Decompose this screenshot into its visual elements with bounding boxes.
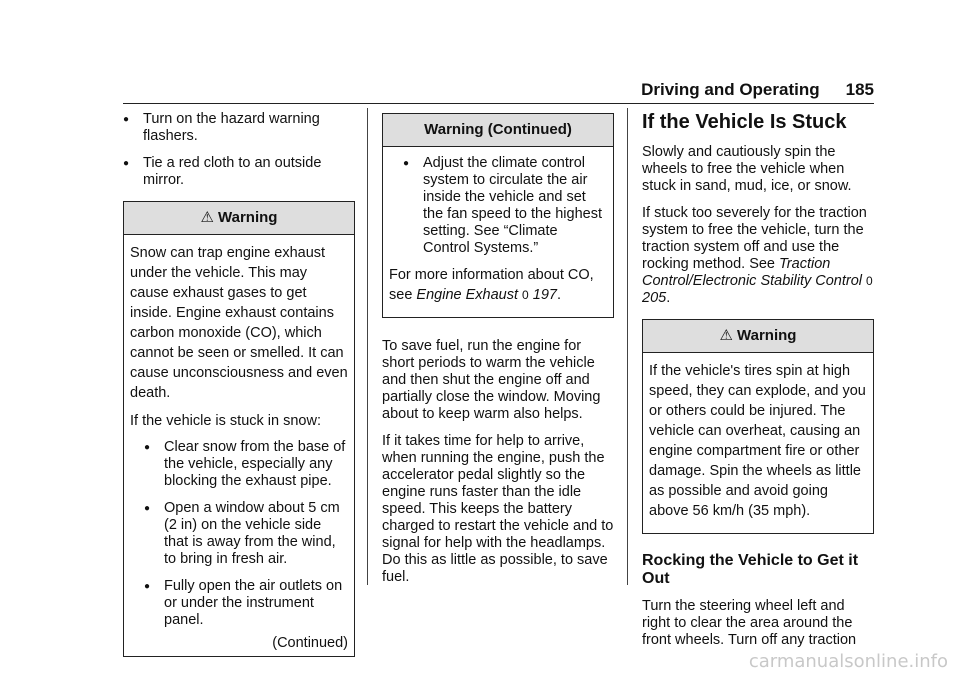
- subsection-heading: Rocking the Vehicle to Get it Out: [642, 552, 859, 587]
- warning-text: If the vehicle's tires spin at high speed, they can explode, and you or others could be injured. The vehicle can overheat, causing an engine compartment fire or other damage. Spin the wheels as little as possible and avoid going above 56 km/h (35 mph).: [649, 363, 866, 519]
- page-ref: 205: [642, 290, 667, 306]
- running-header: [641, 80, 874, 100]
- continued-label: (Continued): [272, 635, 348, 651]
- paragraph: Turn the steering wheel left and right to clear the area around the front wheels. Turn off any traction: [642, 598, 857, 648]
- header-rule: [123, 103, 874, 104]
- traction-control-link[interactable]: Traction Control/Electronic Stability Control: [642, 256, 863, 289]
- warning-heading: Warning (Continued): [383, 114, 613, 147]
- column-divider-1: [367, 108, 368, 585]
- warning-box-snow: [123, 201, 355, 657]
- warning-text: For more information about CO, see Engine Exhaust 0 197.: [389, 267, 594, 303]
- section-title: Driving and Operating: [641, 80, 820, 99]
- paragraph: If it takes time for help to arrive, when running the engine, push the accelerator pedal slightly so the engine runs faster than the idle speed. This keeps the battery charged to restart the vehicle and to signal for help with the headlamps. Do this as little as possible, to save fuel.: [382, 433, 614, 585]
- watermark: carmanualsonline.info: [748, 651, 948, 672]
- column-divider-2: [627, 108, 628, 585]
- warning-box-tires: [642, 319, 874, 534]
- list-item: ● Turn on the hazard warning flashers.: [123, 111, 320, 144]
- warning-text: Snow can trap engine exhaust under the vehicle. This may cause exhaust gases to get inside. Engine exhaust contains carbon monoxide (CO), which cannot be seen or smelled. It can cause unconsciousness and even death.: [130, 245, 348, 401]
- list-item: ● Clear snow from the base of the vehicle, especially any blocking the exhaust pipe.: [144, 439, 346, 489]
- warning-triangle-icon: ⚠: [719, 327, 733, 344]
- warning-heading: ⚠ Warning: [124, 202, 354, 235]
- column-1: [123, 111, 355, 677]
- engine-exhaust-link[interactable]: Engine Exhaust: [416, 287, 518, 303]
- warning-heading: ⚠ Warning: [643, 320, 873, 353]
- paragraph: If stuck too severely for the traction system to free the vehicle, turn the traction system off and use the rocking method. See Traction Control/Electronic Stability Control 0 205.: [642, 205, 873, 306]
- page-ref: 197: [532, 287, 557, 303]
- warning-text: If the vehicle is stuck in snow:: [130, 413, 321, 429]
- section-heading: If the Vehicle Is Stuck: [642, 111, 847, 133]
- column-2: [382, 113, 614, 596]
- list-item: ● Tie a red cloth to an outside mirror.: [123, 155, 322, 188]
- paragraph: To save fuel, run the engine for short periods to warm the vehicle and then shut the engine off and partially close the window. Moving about to keep warm also helps.: [382, 338, 601, 422]
- list-item: ● Adjust the climate control system to circulate the air inside the vehicle and set the fan speed to the highest setting. See “Climate Control Systems.”: [403, 155, 602, 256]
- page-number: 185: [845, 80, 874, 99]
- paragraph: Slowly and cautiously spin the wheels to free the vehicle when stuck in sand, mud, ice, or snow.: [642, 144, 852, 194]
- list-item: ● Fully open the air outlets on or under the instrument panel.: [144, 578, 343, 628]
- list-item: ● Open a window about 5 cm (2 in) on the vehicle side that is away from the wind, to bring in fresh air.: [144, 500, 340, 567]
- page-ref-arrow-icon: 0: [522, 288, 529, 302]
- column-3: [642, 110, 874, 659]
- page-ref-arrow-icon: 0: [866, 274, 873, 288]
- warning-triangle-icon: ⚠: [200, 209, 214, 226]
- warning-box-continued: [382, 113, 614, 318]
